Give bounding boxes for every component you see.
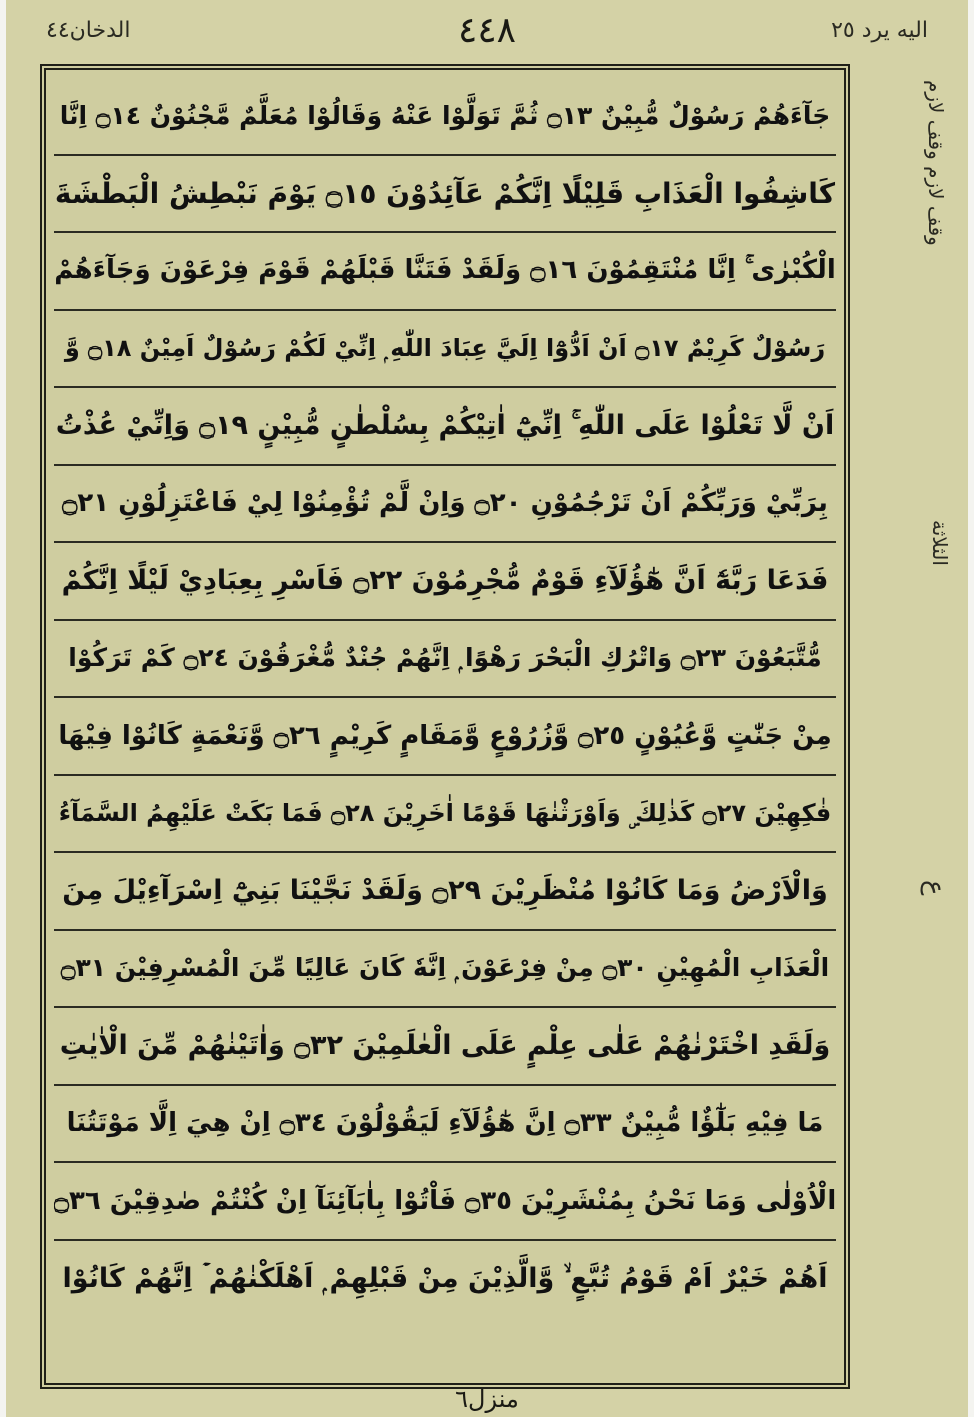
page-header xyxy=(36,8,938,68)
text-line: الْكُبْرٰى ۚ اِنَّا مُنْتَقِمُوْنَ ۝١٦ وَلَقَدْ فَتَنَّا قَبْلَهُمْ قَوْمَ فِرْعَوْنَ وَجَآءَهُمْ xyxy=(54,233,836,311)
text-line: وَالْاَرْضُ وَمَا كَانُوْا مُنْظَرِيْنَ ۝٢٩ وَلَقَدْ نَجَّيْنَا بَنِيْٓ اِسْرَآءِيْلَ مِنَ xyxy=(54,853,836,931)
text-line: اَهُمْ خَيْرٌ اَمْ قَوْمُ تُبَّعٍ ۙ وَّالَّذِيْنَ مِنْ قَبْلِهِمْ ۭ اَهْلَكْنٰهُمْ ۡ اِنَّهُمْ كَانُوْا xyxy=(62,1263,828,1295)
text-line: مُّتَّبَعُوْنَ ۝٢٣ وَاتْرُكِ الْبَحْرَ رَهْوًا ۭ اِنَّهُمْ جُنْدٌ مُّغْرَقُوْنَ ۝٢٤ كَمْ تَرَكُوْا xyxy=(54,621,836,699)
mushaf-page xyxy=(6,0,968,1417)
margin-thuluth-note: الثلاثة xyxy=(928,520,952,566)
text-frame xyxy=(40,64,850,1389)
manzil-footer: منزل٦ xyxy=(455,1385,519,1413)
text-line: اَنْ لَّا تَعْلُوْا عَلَى اللّٰهِ ۚ اِنِّيْٓ اٰتِيْكُمْ بِسُلْطٰنٍ مُّبِيْنٍ ۝١٩ وَاِنِّيْ عُذْتُ xyxy=(54,388,836,466)
text-line: فٰكِهِيْنَ ۝٢٧ كَذٰلِكَ ۣ وَاَوْرَثْنٰهَا قَوْمًا اٰخَرِيْنَ ۝٢٨ فَمَا بَكَتْ عَلَيْهِمُ السَّمَآءُ xyxy=(54,776,836,854)
text-line: الْعَذَابِ الْمُهِيْنِ ۝٣٠ مِنْ فِرْعَوْنَ ۭ اِنَّهٗ كَانَ عَالِيًا مِّنَ الْمُسْرِفِيْنَ ۝٣١ xyxy=(54,931,836,1009)
text-line: جَآءَهُمْ رَسُوْلٌ مُّبِيْنٌ ۝١٣ ثُمَّ تَوَلَّوْا عَنْهُ وَقَالُوْا مُعَلَّمٌ مَّجْنُوْنٌ ۝١٤ اِنَّا xyxy=(54,78,836,156)
text-line: فَدَعَا رَبَّهٗٓ اَنَّ هٰٓؤُلَآءِ قَوْمٌ مُّجْرِمُوْنَ ۝٢٢ فَاَسْرِ بِعِبَادِيْ لَيْلًا اِنَّكُمْ xyxy=(54,543,836,621)
text-line: رَسُوْلٌ كَرِيْمٌ ۝١٧ اَنْ اَدُّوْٓا اِلَيَّ عِبَادَ اللّٰهِ ۭ اِنِّيْ لَكُمْ رَسُوْلٌ اَمِيْنٌ ۝١٨ وَّ xyxy=(54,311,836,389)
verse-lines xyxy=(54,78,836,1375)
text-line: بِرَبِّيْ وَرَبِّكُمْ اَنْ تَرْجُمُوْنِ ۝٢٠ وَاِنْ لَّمْ تُؤْمِنُوْا لِيْ فَاعْتَزِلُوْنِ ۝٢١ xyxy=(54,466,836,544)
text-line: الْاُوْلٰى وَمَا نَحْنُ بِمُنْشَرِيْنَ ۝٣٥ فَاْتُوْا بِاٰبَآئِنَآ اِنْ كُنْتُمْ صٰدِقِيْنَ ۝٣٦ xyxy=(54,1163,836,1241)
text-line: وَلَقَدِ اخْتَرْنٰهُمْ عَلٰى عِلْمٍ عَلَى الْعٰلَمِيْنَ ۝٣٢ وَاٰتَيْنٰهُمْ مِّنَ الْاٰيٰتِ xyxy=(54,1008,836,1086)
margin-ruku-mark: ع xyxy=(920,880,950,896)
text-line: كَاشِفُوا الْعَذَابِ قَلِيْلًا اِنَّكُمْ عَآئِدُوْنَ ۝١٥ يَوْمَ نَبْطِشُ الْبَطْشَةَ xyxy=(54,156,836,234)
text-line: مِنْ جَنّٰتٍ وَّعُيُوْنٍ ۝٢٥ وَّزُرُوْعٍ وَّمَقَامٍ كَرِيْمٍ ۝٢٦ وَّنَعْمَةٍ كَانُوْا فِيْهَا xyxy=(54,698,836,776)
surah-name: الدخان٤٤ xyxy=(46,18,131,43)
text-line: مَا فِيْهِ بَلٰٓؤٌا مُّبِيْنٌ ۝٣٣ اِنَّ هٰٓؤُلَآءِ لَيَقُوْلُوْنَ ۝٣٤ اِنْ هِيَ اِلَّا مَوْتَتُنَا xyxy=(54,1086,836,1164)
margin-waqf-note: وقف لازم وقف لازم xyxy=(924,80,948,246)
page-number: ٤٤٨ xyxy=(457,10,517,51)
juz-name: اليه يرد ٢٥ xyxy=(831,18,928,43)
